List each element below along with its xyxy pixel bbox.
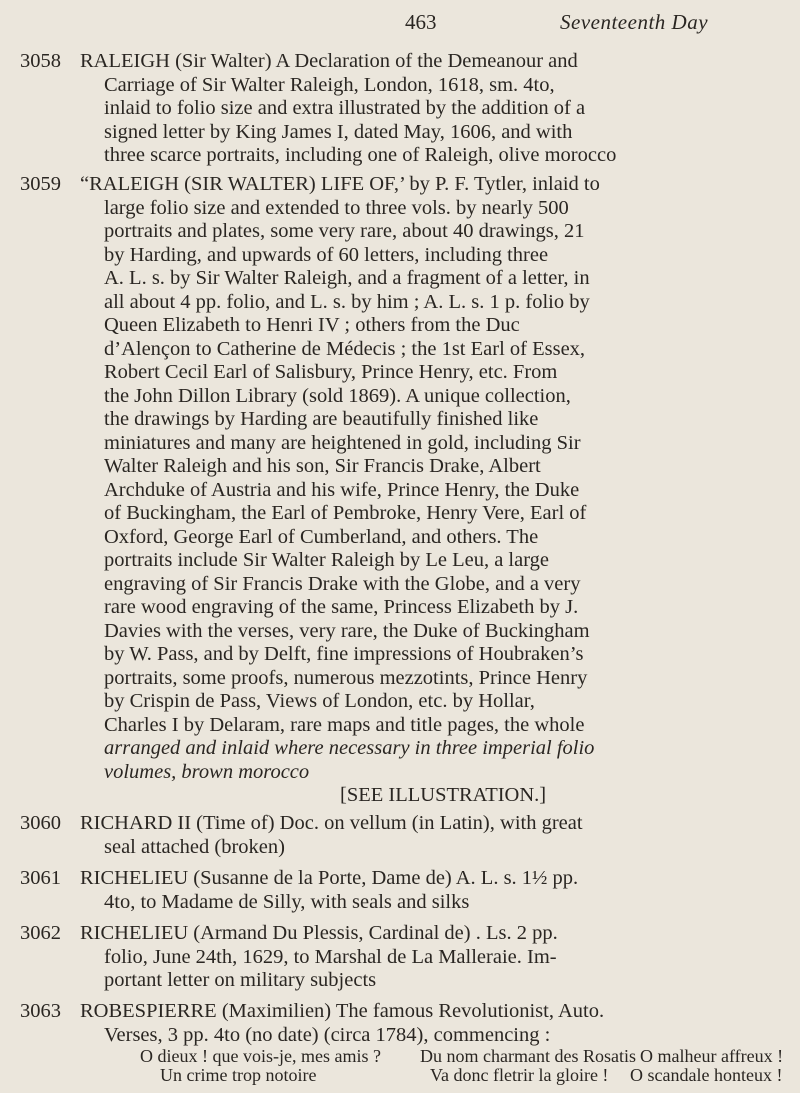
entry-line: folio, June 24th, 1629, to Marshal de La Malleraie. Im-: [104, 945, 557, 968]
entry-line: portraits include Sir Walter Raleigh by Le Leu, a large: [104, 549, 550, 571]
entry-line: seal attached (broken): [104, 835, 285, 858]
lot-description: [80, 173, 780, 808]
verse-line: O dieux ! que vois-je, mes amis ?: [140, 1046, 381, 1066]
entry-line: three scarce portraits, including one of Raleigh, olive morocco: [104, 144, 617, 166]
entry-line: volumes, brown morocco: [104, 760, 310, 783]
page-header: [0, 10, 800, 40]
entry-line: portraits and plates, some very rare, about 40 drawings, 21: [104, 220, 585, 242]
verse-line: Va donc fletrir la gloire !: [430, 1065, 609, 1085]
lot-number: 3063: [20, 1000, 61, 1022]
verse-line: Un crime trop notoire: [160, 1065, 317, 1085]
entry-line: A. L. s. by Sir Walter Raleigh, and a fragment of a letter, in: [104, 267, 590, 289]
entry-line: RICHARD II (Time of) Doc. on vellum (in Latin), with great: [80, 812, 583, 834]
lot-description: [80, 50, 780, 168]
illustration-note: [SEE ILLUSTRATION.]: [340, 784, 547, 806]
entry-line: RALEIGH (Sir Walter) A Declaration of the Demeanour and: [80, 50, 578, 72]
entry-line: signed letter by King James I, dated May, 1606, and with: [104, 120, 573, 143]
entry-line: Oxford, George Earl of Cumberland, and others. The: [104, 525, 539, 548]
lot-description: [80, 867, 780, 914]
lot-number: 3059: [20, 173, 61, 195]
lot-number: 3061: [20, 867, 61, 889]
verse-line: O scandale honteux !: [630, 1065, 783, 1085]
entry-line: of Buckingham, the Earl of Pembroke, Henry Vere, Earl of: [104, 502, 587, 524]
entry-line: by Harding, and upwards of 60 letters, including three: [104, 243, 549, 266]
entry-line: ROBESPIERRE (Maximilien) The famous Revolutionist, Auto.: [80, 1000, 605, 1022]
entry-line: Walter Raleigh and his son, Sir Francis Drake, Albert: [104, 455, 541, 477]
entry-line: engraving of Sir Francis Drake with the Globe, and a very: [104, 572, 581, 595]
entry-line: Carriage of Sir Walter Raleigh, London, 1618, sm. 4to,: [104, 73, 555, 96]
entry-line: miniatures and many are heightened in gold, including Sir: [104, 431, 581, 454]
entry-line: by Crispin de Pass, Views of London, etc. by Hollar,: [104, 690, 535, 712]
lot-description: [80, 922, 780, 993]
entry-line: the drawings by Harding are beautifully finished like: [104, 408, 539, 430]
lot-number: 3062: [20, 922, 61, 944]
entry-line: RICHELIEU (Armand Du Plessis, Cardinal de) . Ls. 2 pp.: [80, 922, 558, 944]
entry-line: “RALEIGH (SIR WALTER) LIFE OF,’ by P. F. Tytler, inlaid to: [80, 173, 600, 195]
entry-line: inlaid to folio size and extra illustrated by the addition of a: [104, 97, 586, 119]
entry-line: arranged and inlaid where necessary in three imperial folio: [104, 737, 595, 759]
entry-line: by W. Pass, and by Delft, fine impressions of Houbraken’s: [104, 643, 584, 665]
entry-line: all about 4 pp. folio, and L. s. by him ; A. L. s. 1 p. folio by: [104, 290, 590, 313]
entry-line: Robert Cecil Earl of Salisbury, Prince Henry, etc. From: [104, 361, 558, 383]
entry-line: rare wood engraving of the same, Princess Elizabeth by J.: [104, 596, 579, 618]
entry-line: Queen Elizabeth to Henri IV ; others from the Duc: [104, 314, 520, 336]
entry-line: large folio size and extended to three vols. by nearly 500: [104, 196, 569, 219]
entry-line: portant letter on military subjects: [104, 969, 377, 991]
entry-line: Charles I by Delaram, rare maps and title pages, the whole: [104, 713, 585, 736]
verse-line: Du nom charmant des Rosatis: [420, 1046, 636, 1066]
page-number: 463: [405, 10, 437, 34]
verse-line: O malheur affreux !: [640, 1046, 784, 1066]
lot-description: [80, 812, 780, 859]
entry-line: portraits, some proofs, numerous mezzotints, Prince Henry: [104, 666, 588, 689]
running-title: Seventeenth Day: [560, 10, 709, 34]
entry-line: Verses, 3 pp. 4to (no date) (circa 1784), commencing :: [104, 1023, 551, 1046]
entry-line: Davies with the verses, very rare, the Duke of Buckingham: [104, 619, 590, 642]
lot-description: [80, 1000, 780, 1047]
entry-line: 4to, to Madame de Silly, with seals and silks: [104, 890, 470, 913]
lot-number: 3060: [20, 812, 61, 834]
entry-line: RICHELIEU (Susanne de la Porte, Dame de) A. L. s. 1½ pp.: [80, 867, 579, 889]
entry-line: Archduke of Austria and his wife, Prince Henry, the Duke: [104, 478, 580, 501]
lot-number: 3058: [20, 50, 61, 72]
entry-line: the John Dillon Library (sold 1869). A unique collection,: [104, 384, 571, 407]
entry-line: d’Alençon to Catherine de Médecis ; the 1st Earl of Essex,: [104, 337, 586, 360]
